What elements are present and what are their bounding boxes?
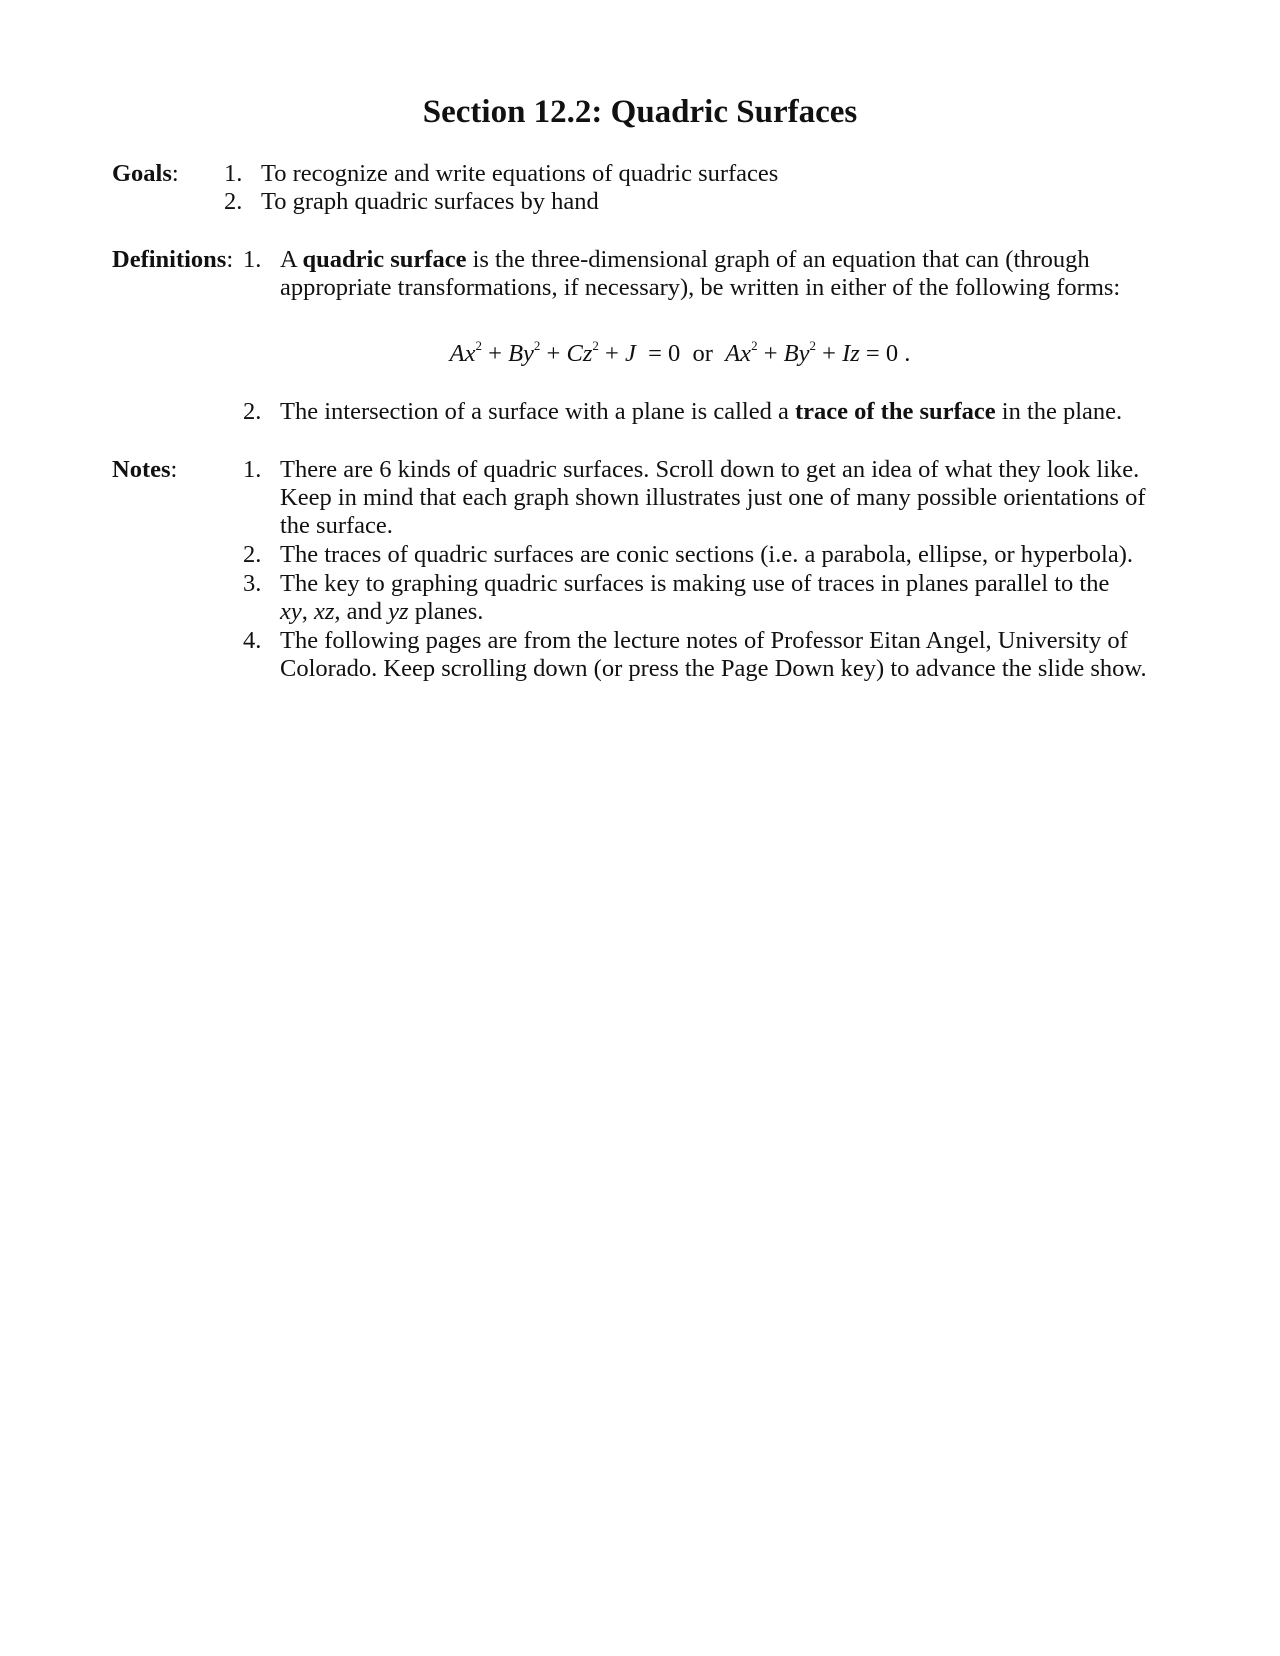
definition-1-line-1 <box>280 246 1090 274</box>
definition-2-term: trace of the surface <box>794 398 996 425</box>
definition-1-pre: A <box>280 246 303 273</box>
page-title: Section 12.2: Quadric Surfaces <box>422 94 858 130</box>
notes-heading <box>112 456 177 484</box>
equation-end: . <box>904 340 911 367</box>
definition-2-pre: The intersection of a surface with a plane is called a <box>280 398 795 425</box>
goals-item-1-number: 1. <box>224 160 243 187</box>
note-3-line-2 <box>280 598 483 626</box>
note-4-number: 4. <box>243 627 262 654</box>
definition-1-term: quadric surface <box>302 246 467 273</box>
goals-item-2-text: To graph quadric surfaces by hand <box>261 188 599 215</box>
definitions-heading <box>112 246 233 274</box>
note-2-line-1: The traces of quadric surfaces are conic sections (i.e. a parabola, ellipse, or hyperbola). <box>280 541 1134 568</box>
note-3-xy: xy <box>280 598 302 625</box>
note-3-yz: yz <box>388 598 409 625</box>
definition-1-number: 1. <box>243 246 262 273</box>
goals-item-2-number: 2. <box>224 188 243 215</box>
goals-item-1-text: To recognize and write equations of quadric surfaces <box>261 160 779 187</box>
definition-2-number: 2. <box>243 398 262 425</box>
definitions-colon: : <box>226 246 234 273</box>
note-3-sep1: , <box>301 598 314 625</box>
note-3-xz: xz <box>314 598 335 625</box>
definition-1-line-2: appropriate transformations, if necessary), be written in either of the following forms: <box>280 274 1121 301</box>
note-1-line-2: Keep in mind that each graph shown illustrates just one of many possible orientations of <box>280 484 1146 511</box>
definition-1-post: is the three-dimensional graph of an equation that can (through <box>466 246 1090 273</box>
goals-colon: : <box>171 160 179 187</box>
notes-label: Notes <box>112 456 171 483</box>
note-3-end: planes. <box>408 598 484 625</box>
note-3-line-1: The key to graphing quadric surfaces is making use of traces in planes parallel to the <box>280 570 1110 597</box>
definition-2-text <box>280 398 1122 426</box>
goals-label: Goals <box>112 160 172 187</box>
notes-colon: : <box>170 456 178 483</box>
goals-heading <box>112 160 179 188</box>
equation-or: or <box>692 340 713 367</box>
note-2-number: 2. <box>243 541 262 568</box>
note-1-line-1: There are 6 kinds of quadric surfaces. Scroll down to get an idea of what they look like. <box>280 456 1140 483</box>
quadric-equation: $Ax^2 + By^2 + Cz^2 + J = 0$ or $Ax^2 + By^2 + Iz = 0$ . <box>449 338 911 367</box>
note-4-line-1: The following pages are from the lecture notes of Professor Eitan Angel, University of <box>280 627 1128 654</box>
definition-2-post: in the plane. <box>995 398 1123 425</box>
note-1-line-3: the surface. <box>280 512 393 539</box>
definitions-label: Definitions <box>112 246 227 273</box>
note-3-sep2: , and <box>334 598 389 625</box>
note-4-line-2: Colorado. Keep scrolling down (or press the Page Down key) to advance the slide show. <box>280 655 1147 682</box>
note-3-number: 3. <box>243 570 262 597</box>
note-1-number: 1. <box>243 456 262 483</box>
